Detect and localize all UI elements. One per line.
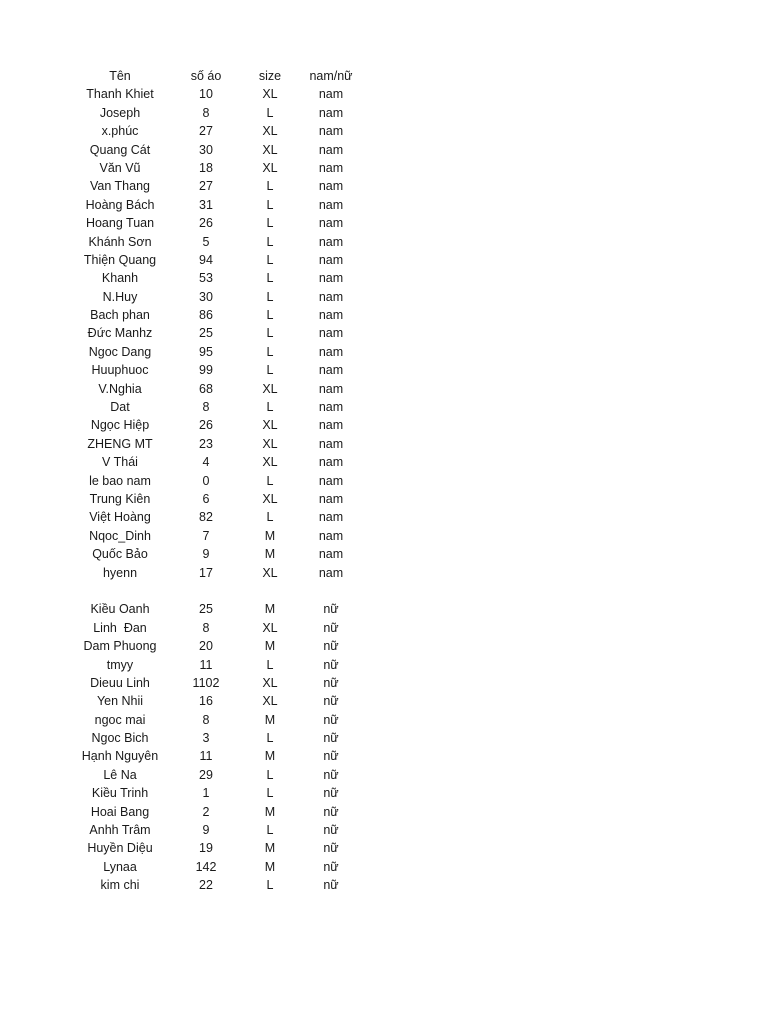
cell-name: kim chi — [100, 878, 140, 893]
table-row — [0, 508, 365, 526]
cell-number: 11 — [199, 657, 213, 672]
cell-size: L — [266, 510, 274, 525]
cell-name: Quốc Bảo — [92, 547, 148, 562]
cell-number: 8 — [202, 105, 210, 120]
cell-size: L — [266, 878, 274, 893]
cell-size: XL — [262, 381, 278, 396]
female-rows — [0, 600, 365, 894]
table-row — [0, 564, 365, 582]
cell-size: L — [266, 767, 274, 782]
header-size: size — [258, 69, 282, 83]
cell-number: 11 — [199, 749, 213, 764]
table-row — [0, 159, 365, 177]
header-name: Tên — [109, 69, 131, 83]
cell-number: 29 — [199, 767, 213, 782]
cell-name: Kiều Trinh — [91, 786, 149, 801]
table-row — [0, 269, 365, 287]
cell-name: Dieuu Linh — [90, 675, 150, 690]
cell-number: 23 — [199, 436, 213, 451]
cell-size: L — [266, 786, 274, 801]
table-row — [0, 747, 365, 765]
cell-name: Ngoc Dang — [88, 344, 152, 359]
cell-number: 20 — [199, 639, 213, 654]
cell-gender: nữ — [323, 859, 339, 874]
cell-name: Lynaa — [103, 859, 137, 874]
cell-number: 8 — [202, 400, 210, 415]
cell-name: Hoai Bang — [90, 804, 150, 819]
cell-name: Quang Cát — [89, 142, 151, 157]
cell-name: Nqoc_Dinh — [89, 528, 151, 543]
table-row — [0, 876, 365, 894]
cell-gender: nam — [318, 510, 344, 525]
cell-size: M — [264, 547, 276, 562]
table-row — [0, 306, 365, 324]
cell-number: 82 — [199, 510, 213, 525]
cell-number: 9 — [202, 547, 210, 562]
cell-gender: nữ — [323, 767, 339, 782]
cell-gender: nam — [318, 473, 344, 488]
table-row — [0, 288, 365, 306]
cell-name: le bao nam — [89, 473, 151, 488]
cell-number: 5 — [202, 234, 210, 249]
table-row — [0, 453, 365, 471]
cell-size: XL — [262, 87, 278, 102]
table-row — [0, 692, 365, 710]
cell-gender: nam — [318, 491, 344, 506]
cell-name: Lê Na — [103, 767, 137, 782]
cell-size: L — [266, 326, 274, 341]
cell-name: Ngoc Bich — [91, 731, 149, 746]
cell-name: Khanh — [101, 271, 139, 286]
table-row — [0, 324, 365, 342]
cell-size: XL — [262, 160, 278, 175]
cell-name: Bach phan — [90, 308, 150, 323]
cell-gender: nữ — [323, 620, 339, 635]
cell-name: Hoàng Bách — [85, 197, 155, 212]
table-row — [0, 343, 365, 361]
cell-gender: nữ — [323, 878, 339, 893]
cell-gender: nam — [318, 344, 344, 359]
table-row — [0, 674, 365, 692]
cell-number: 26 — [199, 216, 213, 231]
cell-name: ngoc mai — [94, 712, 146, 727]
cell-size: XL — [262, 124, 278, 139]
cell-name: Dam Phuong — [83, 639, 157, 654]
cell-number: 8 — [202, 712, 210, 727]
cell-gender: nam — [318, 326, 344, 341]
cell-gender: nam — [318, 105, 344, 120]
cell-name: Văn Vũ — [99, 160, 141, 175]
cell-size: XL — [262, 565, 278, 580]
header-number: số áo — [190, 69, 222, 83]
cell-gender: nam — [318, 142, 344, 157]
cell-gender: nữ — [323, 602, 339, 617]
cell-name: Trung Kiên — [89, 491, 151, 506]
table-row — [0, 214, 365, 232]
table-row — [0, 177, 365, 195]
cell-gender: nam — [318, 124, 344, 139]
cell-gender: nữ — [323, 675, 339, 690]
cell-gender: nam — [318, 216, 344, 231]
cell-name: Hạnh Nguyên — [81, 749, 159, 764]
cell-number: 0 — [202, 473, 210, 488]
cell-size: M — [264, 841, 276, 856]
cell-gender: nữ — [323, 731, 339, 746]
cell-size: L — [266, 105, 274, 120]
cell-number: 6 — [202, 491, 210, 506]
cell-size: L — [266, 473, 274, 488]
cell-size: XL — [262, 694, 278, 709]
cell-gender: nam — [318, 547, 344, 562]
male-rows — [0, 85, 365, 582]
cell-number: 18 — [199, 160, 213, 175]
table-row — [0, 858, 365, 876]
cell-gender: nam — [318, 381, 344, 396]
cell-name: Việt Hoàng — [89, 510, 151, 525]
cell-size: M — [264, 602, 276, 617]
cell-name: Kiều Oanh — [90, 602, 150, 617]
table-row — [0, 766, 365, 784]
cell-number: 142 — [195, 859, 217, 874]
table-row — [0, 490, 365, 508]
cell-name: Huyền Diệu — [87, 841, 153, 856]
cell-number: 26 — [199, 418, 213, 433]
cell-gender: nam — [318, 308, 344, 323]
cell-number: 27 — [199, 179, 213, 194]
cell-gender: nữ — [323, 749, 339, 764]
cell-size: L — [266, 344, 274, 359]
cell-gender: nam — [318, 234, 344, 249]
cell-size: L — [266, 252, 274, 267]
cell-number: 7 — [202, 528, 210, 543]
cell-number: 16 — [199, 694, 213, 709]
cell-size: L — [266, 731, 274, 746]
cell-name: Linh Đan — [93, 620, 147, 635]
cell-gender: nam — [318, 289, 344, 304]
cell-name: Ngọc Hiệp — [90, 418, 150, 433]
cell-number: 17 — [199, 565, 213, 580]
cell-size: M — [264, 749, 276, 764]
cell-gender: nam — [318, 528, 344, 543]
cell-number: 10 — [199, 87, 213, 102]
table-row — [0, 656, 365, 674]
cell-number: 30 — [199, 289, 213, 304]
cell-size: L — [266, 823, 274, 838]
cell-number: 3 — [202, 731, 210, 746]
table-row — [0, 472, 365, 490]
cell-gender: nam — [318, 400, 344, 415]
cell-number: 9 — [202, 823, 210, 838]
cell-number: 8 — [202, 620, 210, 635]
cell-number: 22 — [199, 878, 213, 893]
cell-gender: nam — [318, 271, 344, 286]
cell-gender: nam — [318, 160, 344, 175]
cell-name: Hoang Tuan — [85, 216, 155, 231]
cell-size: L — [266, 363, 274, 378]
table-row — [0, 104, 365, 122]
cell-name: Dat — [110, 400, 130, 415]
cell-number: 31 — [199, 197, 213, 212]
roster-sheet — [0, 67, 365, 895]
cell-number: 99 — [199, 363, 213, 378]
table-row — [0, 527, 365, 545]
table-row — [0, 637, 365, 655]
table-row — [0, 398, 365, 416]
cell-gender: nữ — [323, 657, 339, 672]
cell-number: 1 — [202, 786, 210, 801]
cell-number: 27 — [199, 124, 213, 139]
table-row — [0, 803, 365, 821]
table-row — [0, 251, 365, 269]
cell-gender: nữ — [323, 786, 339, 801]
table-row — [0, 619, 365, 637]
cell-name: tmyy — [106, 657, 134, 672]
table-row — [0, 141, 365, 159]
cell-number: 25 — [199, 326, 213, 341]
cell-size: L — [266, 179, 274, 194]
cell-name: hyenn — [102, 565, 138, 580]
cell-gender: nữ — [323, 841, 339, 856]
table-row — [0, 196, 365, 214]
cell-size: L — [266, 308, 274, 323]
cell-gender: nam — [318, 418, 344, 433]
cell-number: 86 — [199, 308, 213, 323]
cell-size: L — [266, 216, 274, 231]
cell-name: Đức Manhz — [87, 326, 153, 341]
cell-gender: nữ — [323, 639, 339, 654]
table-row — [0, 821, 365, 839]
table-row — [0, 380, 365, 398]
cell-size: M — [264, 804, 276, 819]
cell-gender: nam — [318, 565, 344, 580]
cell-gender: nam — [318, 455, 344, 470]
cell-size: XL — [262, 142, 278, 157]
cell-number: 94 — [199, 252, 213, 267]
cell-size: L — [266, 271, 274, 286]
table-row — [0, 361, 365, 379]
cell-gender: nữ — [323, 712, 339, 727]
cell-number: 19 — [199, 841, 213, 856]
cell-gender: nam — [318, 436, 344, 451]
table-row — [0, 729, 365, 747]
cell-number: 68 — [199, 381, 213, 396]
cell-name: N.Huy — [102, 289, 138, 304]
cell-size: L — [266, 289, 274, 304]
cell-number: 1102 — [192, 675, 220, 690]
cell-number: 30 — [199, 142, 213, 157]
table-row — [0, 711, 365, 729]
cell-name: x.phúc — [101, 124, 139, 139]
cell-name: Huuphuoc — [91, 363, 149, 378]
cell-number: 25 — [199, 602, 213, 617]
cell-name: Anhh Trâm — [89, 823, 151, 838]
cell-number: 4 — [202, 455, 210, 470]
table-row — [0, 233, 365, 251]
table-row — [0, 85, 365, 103]
table-row — [0, 435, 365, 453]
cell-size: XL — [262, 620, 278, 635]
cell-size: L — [266, 657, 274, 672]
cell-gender: nữ — [323, 823, 339, 838]
table-row — [0, 416, 365, 434]
header-gender: nam/nữ — [309, 69, 353, 83]
cell-size: M — [264, 712, 276, 727]
table-row — [0, 545, 365, 563]
cell-gender: nam — [318, 87, 344, 102]
cell-size: XL — [262, 675, 278, 690]
cell-size: L — [266, 197, 274, 212]
table-row — [0, 122, 365, 140]
cell-number: 95 — [199, 344, 213, 359]
table-row — [0, 839, 365, 857]
cell-size: L — [266, 234, 274, 249]
cell-size: L — [266, 400, 274, 415]
header-row — [0, 67, 365, 85]
cell-name: ZHENG MT — [87, 436, 153, 451]
cell-size: XL — [262, 491, 278, 506]
cell-number: 53 — [199, 271, 213, 286]
cell-name: Van Thang — [89, 179, 150, 194]
cell-number: 2 — [202, 804, 210, 819]
cell-gender: nam — [318, 252, 344, 267]
table-row — [0, 600, 365, 618]
cell-name: Thiện Quang — [83, 252, 157, 267]
cell-size: XL — [262, 436, 278, 451]
cell-name: Khánh Sơn — [88, 234, 152, 249]
cell-name: Yen Nhii — [96, 694, 144, 709]
cell-name: V Thái — [102, 455, 138, 470]
cell-size: M — [264, 528, 276, 543]
table-row — [0, 784, 365, 802]
cell-gender: nữ — [323, 804, 339, 819]
cell-gender: nam — [318, 363, 344, 378]
cell-gender: nam — [318, 179, 344, 194]
cell-name: V.Nghia — [98, 381, 142, 396]
cell-gender: nữ — [323, 694, 339, 709]
cell-gender: nam — [318, 197, 344, 212]
cell-size: M — [264, 639, 276, 654]
cell-size: M — [264, 859, 276, 874]
cell-name: Thanh Khiet — [86, 87, 154, 102]
cell-name: Joseph — [99, 105, 141, 120]
cell-size: XL — [262, 418, 278, 433]
cell-size: XL — [262, 455, 278, 470]
blank-row — [0, 582, 365, 600]
